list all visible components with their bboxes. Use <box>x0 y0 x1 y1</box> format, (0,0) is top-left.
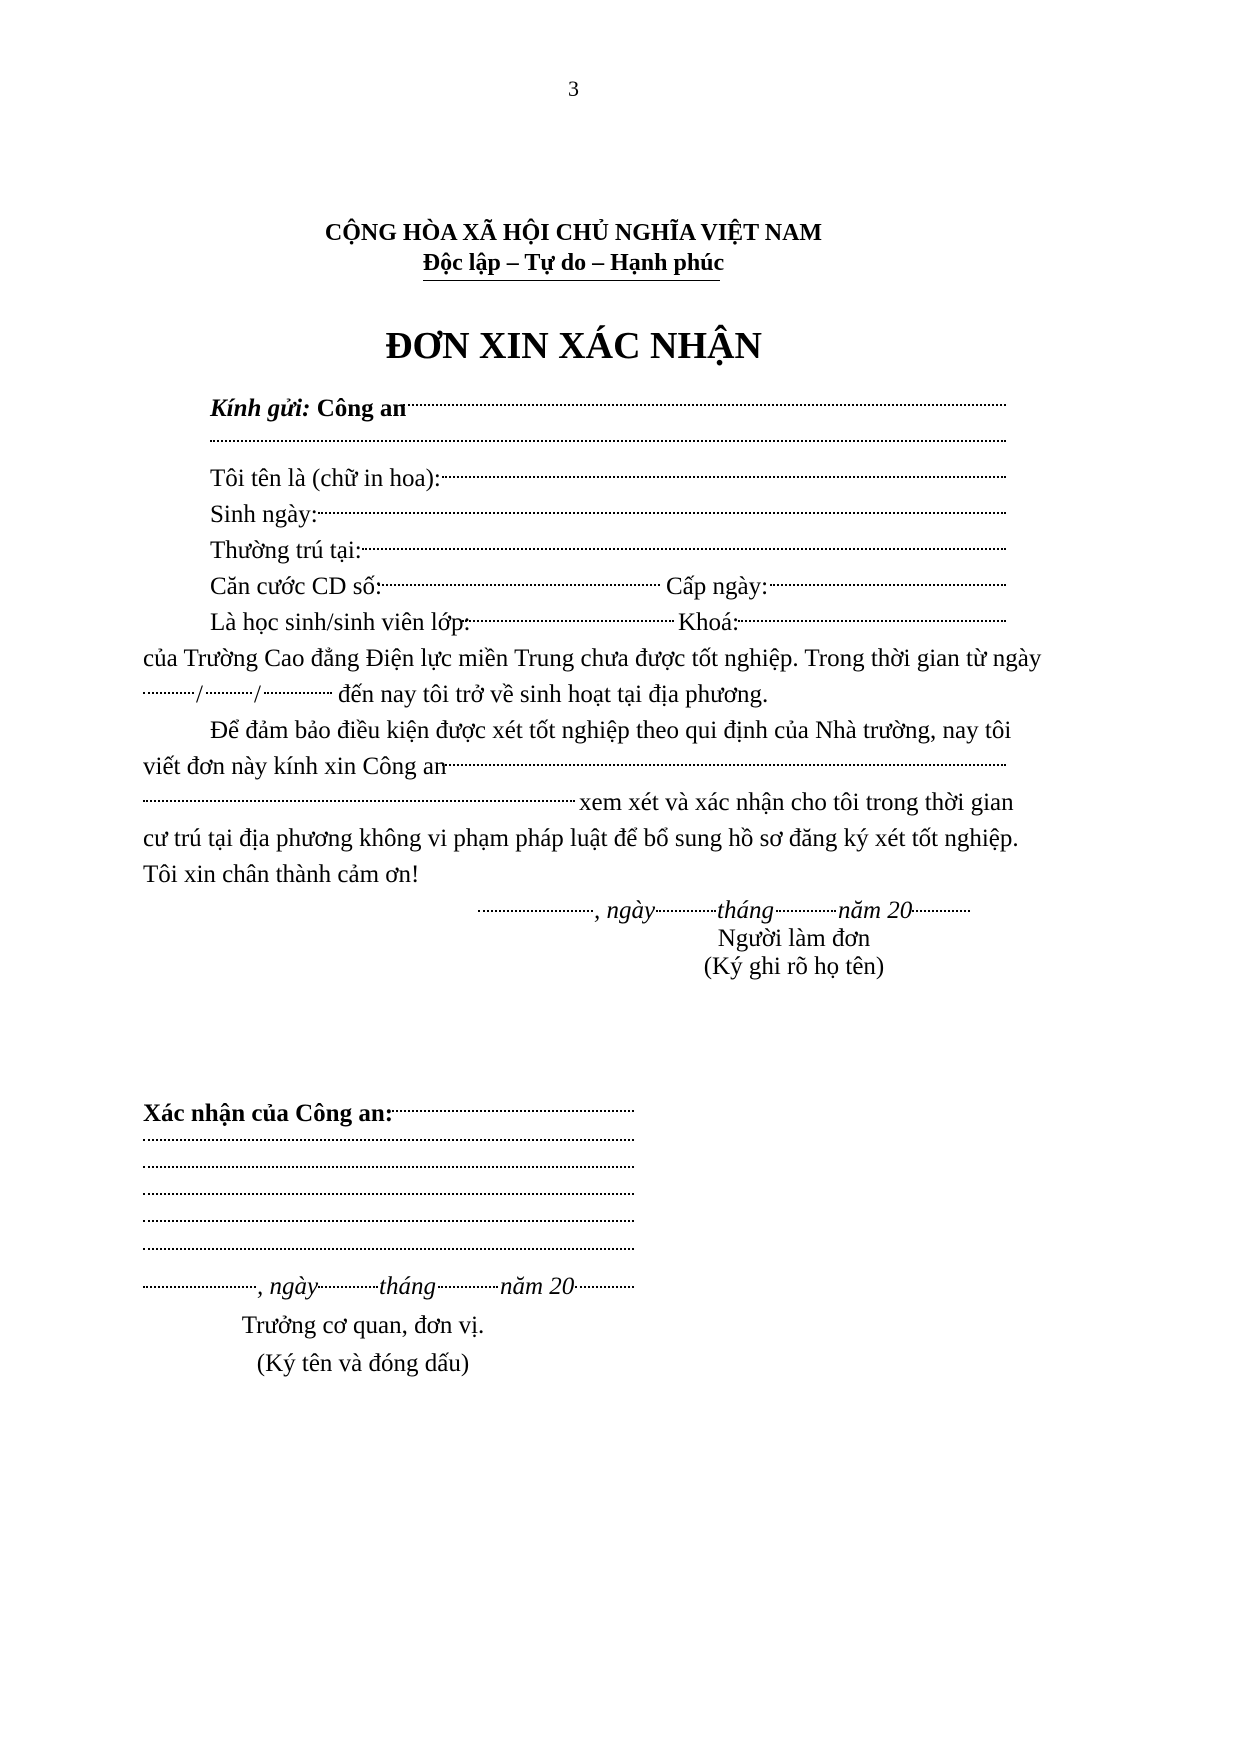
sign-year-dotted[interactable] <box>912 910 970 912</box>
page-number: 3 <box>568 76 579 101</box>
confirm-signer-instruction: (Ký tên và đóng dấu) <box>256 1350 470 1377</box>
id-label: Căn cước CD số: <box>210 573 382 600</box>
course-dotted[interactable] <box>738 620 1006 622</box>
confirm-signer-title: Trưởng cơ quan, đơn vị. <box>241 1312 485 1339</box>
form-title: ĐƠN XIN XÁC NHẬN <box>385 325 762 367</box>
residence-dotted[interactable] <box>362 548 1006 550</box>
from-month-dotted[interactable] <box>206 692 252 694</box>
name-label: Tôi tên là (chữ in hoa): <box>210 465 441 492</box>
sign-date-month: tháng <box>717 897 774 924</box>
motto-underline <box>423 280 720 281</box>
confirm-day-dotted[interactable] <box>318 1286 378 1288</box>
recipient-value: Công an <box>316 395 407 422</box>
id-dotted[interactable] <box>378 584 660 586</box>
confirm-date-year: năm 20 <box>500 1273 575 1300</box>
date-slash-2: / <box>254 681 261 708</box>
signer-title: Người làm đơn <box>717 925 871 952</box>
confirm-date-day: , ngày <box>257 1273 319 1300</box>
course-label: Khoá: <box>678 609 740 636</box>
para2-line-2: viết đơn này kính xin Công an <box>143 753 447 780</box>
date-slash-1: / <box>196 681 203 708</box>
dob-label: Sinh ngày: <box>210 501 318 528</box>
from-year-dotted[interactable] <box>264 692 332 694</box>
confirm-dotted-3[interactable] <box>143 1166 634 1168</box>
sign-day-dotted[interactable] <box>656 910 716 912</box>
confirm-place-dotted[interactable] <box>143 1286 256 1288</box>
police-unit-dotted-1[interactable] <box>442 764 1006 766</box>
thanks-line: Tôi xin chân thành cảm ơn! <box>143 861 420 888</box>
recipient-dotted-1[interactable] <box>403 404 1006 406</box>
sign-date-year: năm 20 <box>838 897 913 924</box>
police-unit-dotted-2[interactable] <box>143 800 575 802</box>
confirm-dotted-6[interactable] <box>143 1248 634 1250</box>
recipient-label: Kính gửi: <box>210 395 311 422</box>
class-label: Là học sinh/sinh viên lớp: <box>210 609 471 636</box>
para2-line-1: Để đảm bảo điều kiện được xét tốt nghiệp theo qui định của Nhà trường, nay tôi <box>210 717 1012 744</box>
issue-date-dotted[interactable] <box>770 584 1006 586</box>
motto: Độc lập – Tự do – Hạnh phúc <box>422 250 725 276</box>
confirm-dotted-5[interactable] <box>143 1220 634 1222</box>
issue-date-label: Cấp ngày: <box>666 573 769 600</box>
body-line-1: của Trường Cao đẳng Điện lực miền Trung chưa được tốt nghiệp. Trong thời gian từ ngày <box>143 645 1042 672</box>
signer-instruction: (Ký ghi rõ họ tên) <box>703 953 885 980</box>
confirmation-label: Xác nhận của Công an: <box>143 1100 394 1127</box>
sign-month-dotted[interactable] <box>776 910 836 912</box>
recipient-dotted-2[interactable] <box>210 440 1006 442</box>
body-line-2: đến nay tôi trở về sinh hoạt tại địa phương. <box>338 681 769 708</box>
confirm-dotted-2[interactable] <box>143 1139 634 1141</box>
sign-date-day: , ngày <box>594 897 656 924</box>
para2-line-4: cư trú tại địa phương không vi phạm pháp luật để bổ sung hồ sơ đăng ký xét tốt nghiệp. <box>143 825 1019 852</box>
nation-heading: CỘNG HÒA XÃ HỘI CHỦ NGHĨA VIỆT NAM <box>324 220 823 246</box>
from-day-dotted[interactable] <box>143 692 194 694</box>
confirm-month-dotted[interactable] <box>438 1286 498 1288</box>
class-dotted[interactable] <box>462 620 674 622</box>
name-dotted[interactable] <box>442 476 1006 478</box>
recipient-line <box>210 395 406 423</box>
sign-place-dotted[interactable] <box>478 910 593 912</box>
confirm-dotted-1[interactable] <box>388 1110 634 1112</box>
residence-label: Thường trú tại: <box>210 537 362 564</box>
para2-line-3: xem xét và xác nhận cho tôi trong thời gian <box>579 789 1014 816</box>
dob-dotted[interactable] <box>318 512 1006 514</box>
confirm-dotted-4[interactable] <box>143 1193 634 1195</box>
confirm-year-dotted[interactable] <box>575 1286 634 1288</box>
confirm-date-month: tháng <box>379 1273 436 1300</box>
